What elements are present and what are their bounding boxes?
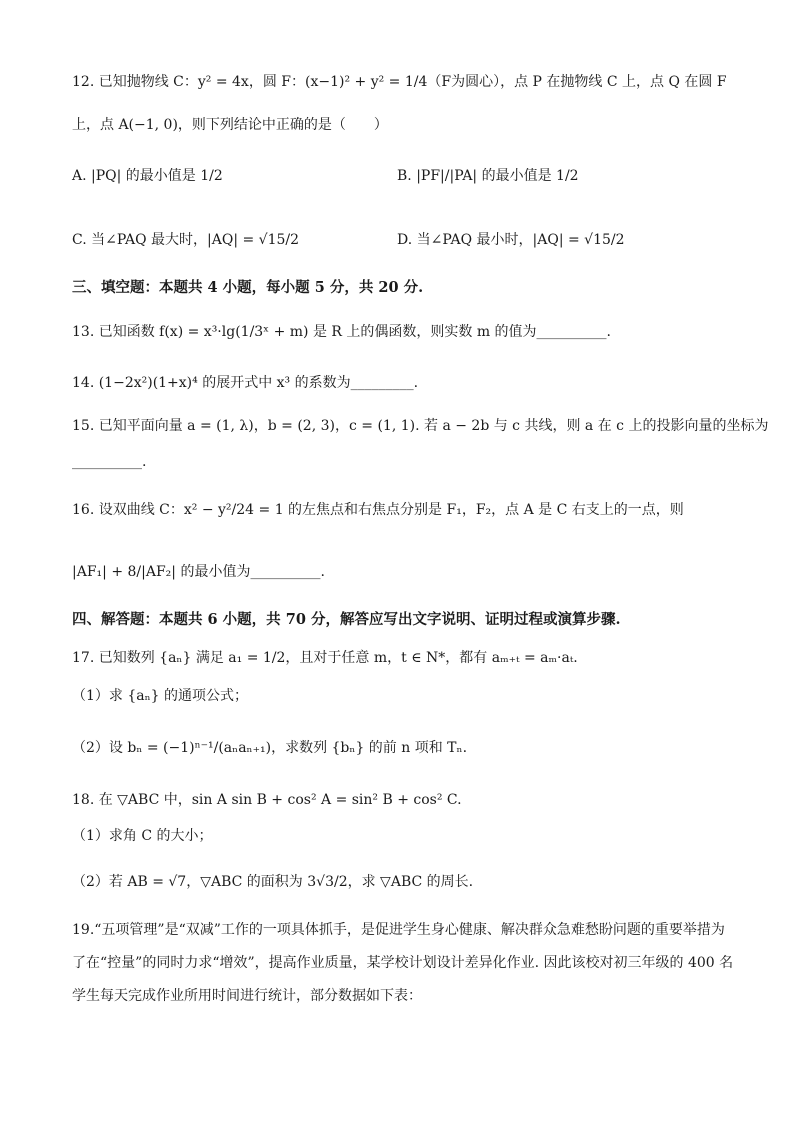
q17-stem-text: 17. 已知数列 {aₙ} 满足 a₁ = 1/2，且对于任意 m，t ∈ N*，都有 aₘ₊ₜ = aₘ·aₜ. — [72, 650, 578, 666]
q17-part2-text: （2）设 bₙ = (−1)ⁿ⁻¹/(aₙaₙ₊₁)，求数列 {bₙ} 的前 n 项和 Tₙ. — [72, 740, 468, 756]
q19-line1-text: 19.“五项管理”是“双减”工作的一项具体抓手，是促进学生身心健康、解决群众急难愁盼问题的重要举措为 — [72, 922, 725, 938]
q13-text: 13. 已知函数 f(x) = x³·lg(1/3ˣ + m) 是 R 上的偶函数，则实数 m 的值为__________. — [72, 324, 612, 340]
q12-option-a — [72, 166, 223, 186]
q17-part2 — [72, 738, 722, 758]
q15-line2-text: __________. — [72, 454, 147, 470]
q17-part1-text: （1）求 {aₙ} 的通项公式； — [72, 688, 249, 704]
q18-part1 — [72, 826, 722, 846]
q12-option-c-text: C. 当∠PAQ 最大时，|AQ| = √15/2 — [72, 232, 300, 248]
q12-line2-text: 上，点 A(−1, 0)，则下列结论中正确的是（ ） — [72, 117, 388, 133]
section-3-heading: 三、填空题：本题共 4 小题，每小题 5 分，共 20 分. — [72, 279, 424, 296]
q18-part2 — [72, 872, 722, 892]
q12-option-b-text: B. |PF|/|PA| 的最小值是 1/2 — [397, 168, 579, 184]
q12-line1 — [72, 72, 727, 92]
q12-option-d — [397, 230, 625, 250]
q15-line1 — [72, 416, 769, 436]
q19-line2 — [72, 953, 734, 973]
q18-part1-text: （1）求角 C 的大小； — [72, 828, 213, 844]
q18-stem-text: 18. 在 ▽ABC 中，sin A sin B + cos² A = sin² B + cos² C. — [72, 792, 462, 808]
q17-part1 — [72, 686, 722, 706]
q19-line1 — [72, 920, 725, 940]
q14-text: 14. (1−2x²)(1+x)⁴ 的展开式中 x³ 的系数为_________. — [72, 375, 419, 391]
q16-line2-text: |AF₁| + 8/|AF₂| 的最小值为__________. — [72, 564, 325, 580]
q12-option-a-text: A. |PQ| 的最小值是 1/2 — [72, 168, 223, 184]
q12-line1-text: 12. 已知抛物线 C：y² = 4x，圆 F：(x−1)² + y² = 1/4（F为圆心），点 P 在抛物线 C 上，点 Q 在圆 F — [72, 74, 727, 90]
q16-line1 — [72, 500, 722, 520]
q17-stem — [72, 648, 722, 668]
q16-line1-text: 16. 设双曲线 C：x² − y²/24 = 1 的左焦点和右焦点分别是 F₁，F₂，点 A 是 C 右支上的一点，则 — [72, 502, 684, 518]
q12-option-c — [72, 230, 299, 250]
q19-line3 — [72, 986, 722, 1006]
q12-option-b — [397, 166, 579, 186]
q15-line1-text: 15. 已知平面向量 a = (1, λ)，b = (2, 3)，c = (1, 1). 若 a − 2b 与 c 共线，则 a 在 c 上的投影向量的坐标为 — [72, 418, 769, 434]
q18-stem — [72, 790, 722, 810]
q19-line3-text: 学生每天完成作业所用时间进行统计，部分数据如下表： — [72, 988, 422, 1004]
q14-line — [72, 373, 722, 393]
q19-line2-text: 了在“控量”的同时力求“增效”，提高作业质量，某学校计划设计差异化作业. 因此该校对初三年级的 400 名 — [72, 955, 734, 971]
q18-part2-text: （2）若 AB = √7，▽ABC 的面积为 3√3/2，求 ▽ABC 的周长. — [72, 874, 474, 890]
q12-option-d-text: D. 当∠PAQ 最小时，|AQ| = √15/2 — [397, 232, 625, 248]
q13-line — [72, 322, 722, 342]
q12-line2 — [72, 115, 722, 135]
q15-line2 — [72, 452, 722, 472]
q16-line2 — [72, 562, 722, 582]
section-4-heading: 四、解答题：本题共 6 小题，共 70 分，解答应写出文字说明、证明过程或演算步骤. — [72, 611, 621, 628]
